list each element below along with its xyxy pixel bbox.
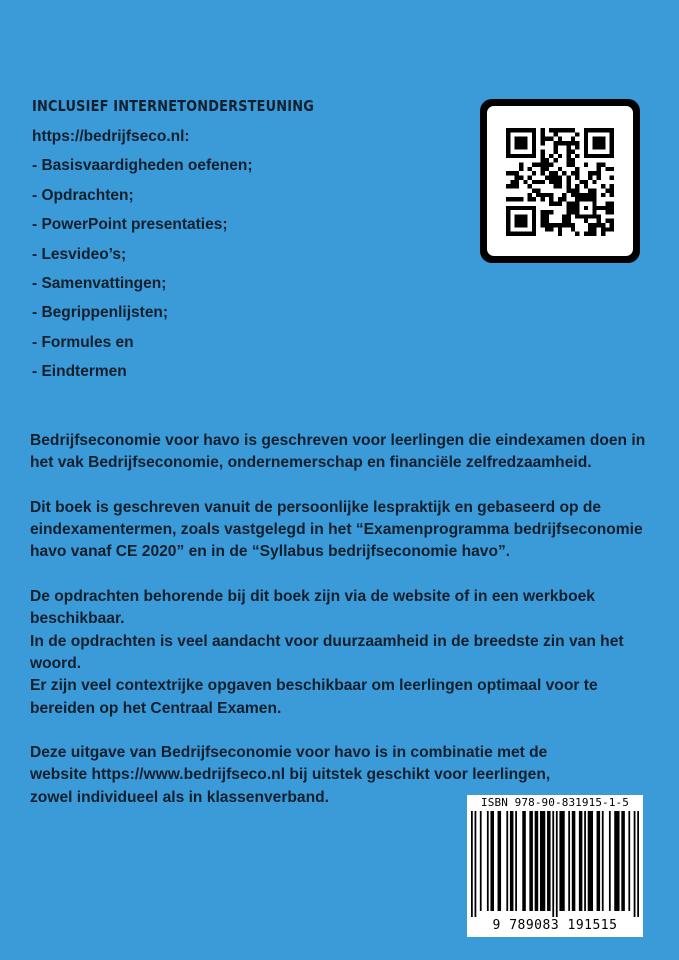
text-line: In de opdrachten is veel aandacht voor duurzaamheid in de breedste zin van het (30, 632, 624, 650)
text-line: het vak Bedrijfseconomie, ondernemerschap en financiële zelfredzaamheid. (30, 454, 592, 472)
barcode-digits: 9 789083 191515 (492, 918, 618, 933)
list-item: - Opdrachten; (32, 186, 134, 204)
text-line: Er zijn veel contextrijke opgaven beschikbaar om leerlingen optimaal voor te (30, 677, 598, 695)
list-item: - Samenvattingen; (32, 274, 167, 292)
qr-code-background (487, 106, 633, 256)
text-line: Bedrijfseconomie voor havo is geschreven voor leerlingen die eindexamen doen in (30, 432, 646, 449)
paragraph-audience (30, 430, 662, 475)
qr-code[interactable] (480, 99, 640, 263)
feature-list (32, 127, 253, 392)
section-heading: INCLUSIEF INTERNETONDERSTEUNING (32, 97, 314, 115)
text-line: website https://www.bedrijfseco.nl bij uitstek geschikt voor leerlingen, (30, 766, 551, 784)
text-line: havo vanaf CE 2020” en in de “Syllabus bedrijfseconomie havo”. (30, 543, 511, 561)
isbn-label: ISBN 978-90-831915-1-5 (481, 796, 629, 809)
list-item: - Formules en (32, 333, 134, 351)
paragraph-assignments (30, 586, 662, 720)
text-line: De opdrachten behorende bij dit boek zijn via de website of in een werkboek (30, 588, 595, 606)
barcode-icon (471, 811, 639, 917)
text-line: Dit boek is geschreven vanuit de persoonlijke lespraktijk en gebaseerd op de (30, 498, 602, 516)
text-line: beschikbaar. (30, 610, 125, 628)
list-item: - Basisvaardigheden oefenen; (32, 157, 253, 175)
text-line: woord. (30, 654, 82, 672)
list-item: - Begrippenlijsten; (32, 304, 169, 322)
paragraph-basis (30, 497, 662, 564)
isbn-barcode (467, 795, 643, 937)
description (30, 430, 662, 831)
list-item: - Eindtermen (32, 363, 127, 381)
list-item: https://bedrijfseco.nl: (32, 128, 190, 145)
text-line: zowel individueel als in klassenverband. (30, 788, 329, 806)
text-line: bereiden op het Centraal Examen. (30, 699, 282, 717)
list-item: - PowerPoint presentaties; (32, 216, 228, 234)
qr-code-icon (506, 128, 614, 236)
list-item: - Lesvideo’s; (32, 245, 127, 263)
text-line: Deze uitgave van Bedrijfseconomie voor havo is in combinatie met de (30, 744, 548, 762)
text-line: eindexamentermen, zoals vastgelegd in het “Examenprogramma bedrijfseconomie (30, 521, 643, 539)
